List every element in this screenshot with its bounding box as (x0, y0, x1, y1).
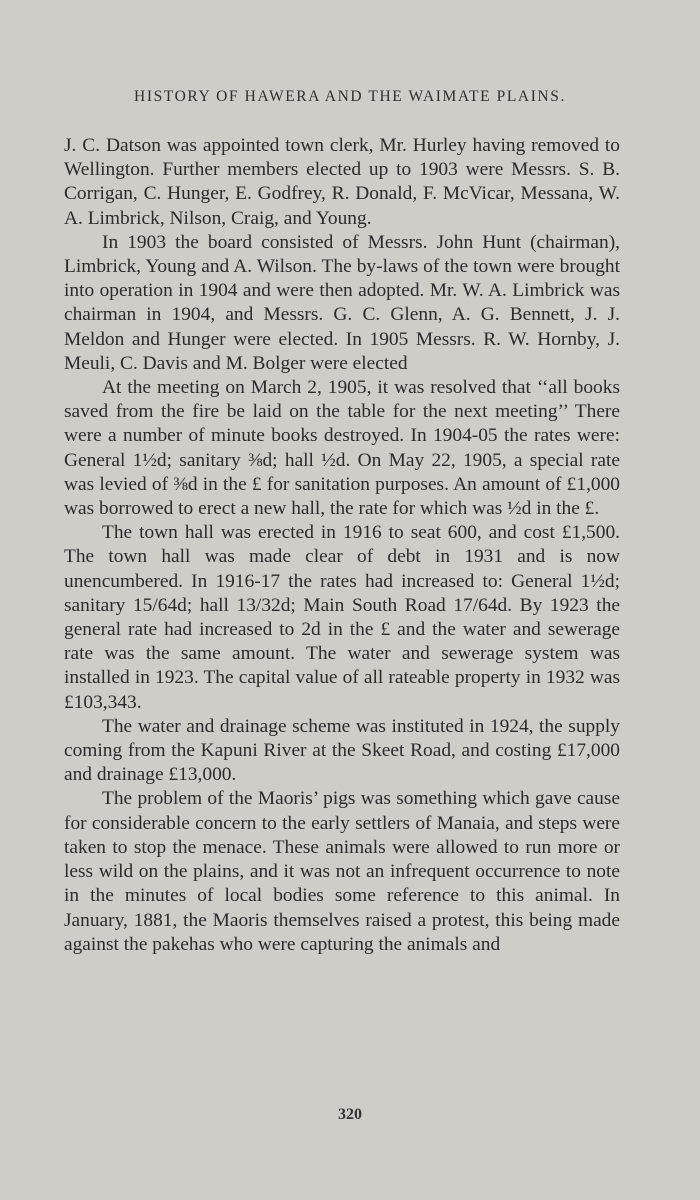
paragraph-5: The water and drainage scheme was instituted in 1924, the supply coming from the Kapuni River at the Skeet Road, and costing £17,000 and drainage £13,000. (64, 715, 620, 786)
paragraph-4: The town hall was erected in 1916 to seat 600, and cost £1,500. The town hall was made clear of debt in 1931 and is now unencumbered. In 1916-17 the rates had increased to: General 1½d; sanitary 15/64d; hall 13/32d; Main South Road 17/64d. By 1923 the general rate had increased to 2d in the £ and the water and sewerage rate was the same amount. The water and sewerage system was installed in 1923. The capital value of all rateable property in 1932 was £103,343. (64, 522, 620, 713)
paragraph-3: At the meeting on March 2, 1905, it was resolved that ‘‘all books saved from the fire be laid on the table for the next meeting’’ There were a number of minute books destroyed. In 1904-05 the rates were: General 1½d; sanitary ⅜d; hall ½d. On May 22, 1905, a special rate was levied of ⅜d in the £ for sanitation purposes. An amount of £1,000 was borrowed to erect a new hall, the rate for which was ½d in the £. (64, 377, 620, 520)
paragraph-6: The problem of the Maoris’ pigs was something which gave cause for considerable concern to the early settlers of Manaia, and steps were taken to stop the menace. These animals were allowed to run more or less wild on the plains, and it was not an infrequent occurrence to note in the minutes of local bodies some reference to this animal. In January, 1881, the Maoris themselves raised a protest, this being made against the pakehas who were capturing the animals and (64, 788, 620, 955)
paragraph-2: In 1903 the board consisted of Messrs. John Hunt (chairman), Limbrick, Young and A. Wilson. The by-laws of the town were brought into operation in 1904 and were then adopted. Mr. W. A. Limbrick was chairman in 1904, and Messrs. G. C. Glenn, A. G. Bennett, J. J. Meldon and Hunger were elected. In 1905 Messrs. R. W. Hornby, J. Meuli, C. Davis and M. Bolger were elected (64, 231, 620, 374)
paragraph-1: J. C. Datson was appointed town clerk, Mr. Hurley having removed to Wellington. Further members elected up to 1903 were Messrs. S. B. Corrigan, C. Hunger, E. Godfrey, R. Donald, F. McVicar, Messana, W. A. Limbrick, Nilson, Craig, and Young. (64, 135, 620, 229)
page-number: 320 (338, 1106, 362, 1123)
running-head: HISTORY OF HAWERA AND THE WAIMATE PLAINS. (134, 88, 566, 105)
body-text (64, 134, 620, 957)
